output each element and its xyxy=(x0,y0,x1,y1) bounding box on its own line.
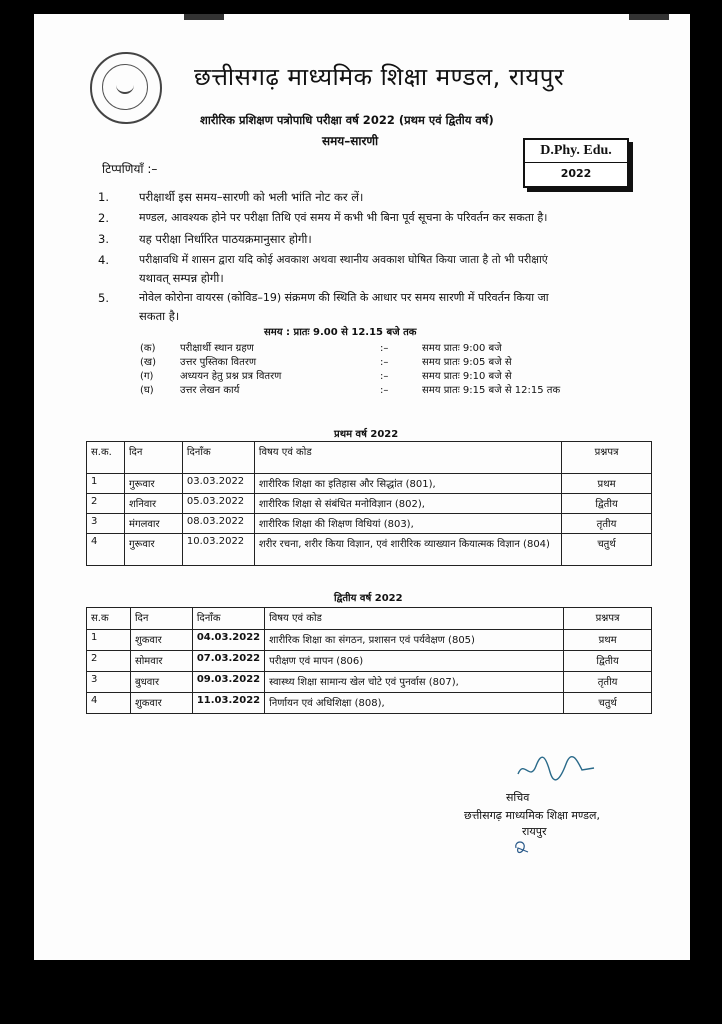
table-header-row: स.क दिन दिनाँक विषय एवं कोड प्रश्नपत्र xyxy=(87,608,652,630)
note-item: 2. मण्डल, आवश्यक होने पर परीक्षा तिथि एवं समय में कभी भी बिना पूर्व सूचना के परिवर्तन कर सकता है। xyxy=(98,211,548,225)
table-row: 3 बुधवार 09.03.2022 स्वास्थ्य शिक्षा सामान्य खेल चोटे एवं पुनर्वास (807), तृतीय xyxy=(87,672,652,693)
scan-mark xyxy=(184,14,224,20)
second-year-title: द्वितीय वर्ष 2022 xyxy=(334,593,403,604)
first-year-table xyxy=(86,441,652,566)
note-item: 5. नोवेल कोरोना वायरस (कोविड–19) संक्रमण की स्थिति के आधार पर समय सारणी में परिवर्तन किया जा सकता है। xyxy=(98,291,549,323)
first-year-title: प्रथम वर्ष 2022 xyxy=(334,429,399,440)
document-page xyxy=(34,14,690,960)
timing-row: (ग) अध्ययन हेतु प्रश्न प्रत्र वितरण :– समय प्रातः 9:10 बजे से xyxy=(140,371,512,382)
table-header-row: स.क. दिन दिनाँक विषय एवं कोड प्रश्नपत्र xyxy=(87,442,652,474)
course-code: D.Phy. Edu. xyxy=(525,140,627,163)
initials-mark xyxy=(512,838,532,856)
timing-row: (क) परीक्षार्थी स्थान ग्रहण :– समय प्रातः 9:00 बजे xyxy=(140,343,502,354)
org-title: छत्तीसगढ़ माध्यमिक शिक्षा मण्डल, रायपुर xyxy=(194,63,565,91)
table-row: 4 गुरूवार 10.03.2022 शरीर रचना, शरीर किया विज्ञान, एवं शारीरिक व्याख्यान कियात्मक विज्ञान (804) चतुर्थ xyxy=(87,534,652,566)
note-item: 4. परीक्षावधि में शासन द्वारा यदि कोई अवकाश अथवा स्थानीय अवकाश घोषित किया जाता है तो भी परीक्षाएं यथावत् सम्पन्न होगी। xyxy=(98,253,548,285)
board-seal-logo xyxy=(90,52,162,124)
table-row: 3 मंगलवार 08.03.2022 शारीरिक शिक्षा की शिक्षण विधियां (803), तृतीय xyxy=(87,514,652,534)
second-year-table xyxy=(86,607,652,714)
signatory-designation: सचिव xyxy=(506,791,530,804)
doc-title: समय–सारणी xyxy=(322,134,379,148)
timing-row: (घ) उत्तर लेखन कार्य :– समय प्रातः 9:15 बजे से 12:15 तक xyxy=(140,385,561,396)
notes-heading: टिप्पणियाँ :– xyxy=(102,162,158,176)
scan-mark xyxy=(629,14,669,20)
table-row: 4 शुकवार 11.03.2022 निर्णायन एवं अधिशिक्षा (808), चतुर्थ xyxy=(87,693,652,714)
timing-row: (ख) उत्तर पुस्तिका वितरण :– समय प्रातः 9:05 बजे से xyxy=(140,357,512,368)
timing-heading: समय : प्रातः 9.00 से 12.15 बजे तक xyxy=(264,327,417,338)
signatory-city: रायपुर xyxy=(522,825,547,838)
signatory-org: छत्तीसगढ़ माध्यमिक शिक्षा मण्डल, xyxy=(464,809,600,822)
course-code-box xyxy=(523,138,629,188)
handwritten-signature xyxy=(516,754,596,784)
table-row: 2 सोमवार 07.03.2022 परीक्षण एवं मापन (806) द्वितीय xyxy=(87,651,652,672)
note-item: 3. यह परीक्षा निर्धारित पाठयक्रमानुसार होगी। xyxy=(98,232,312,246)
table-row: 2 शनिवार 05.03.2022 शारीरिक शिक्षा से संबंधित मनोविज्ञान (802), द्वितीय xyxy=(87,494,652,514)
table-row: 1 शुकवार 04.03.2022 शारीरिक शिक्षा का संगठन, प्रशासन एवं पर्यवेक्षण (805) प्रथम xyxy=(87,630,652,651)
exam-title: शारीरिक प्रशिक्षण पत्रोपाधि परीक्षा वर्ष 2022 (प्रथम एवं द्वितीय वर्ष) xyxy=(200,113,494,127)
course-year: 2022 xyxy=(560,167,592,180)
table-row: 1 गुरूवार 03.03.2022 शारीरिक शिक्षा का इतिहास और सिद्धांत (801), प्रथम xyxy=(87,474,652,494)
note-item: 1. परीक्षार्थी इस समय–सारणी को भली भांति नोट कर लें। xyxy=(98,190,364,204)
